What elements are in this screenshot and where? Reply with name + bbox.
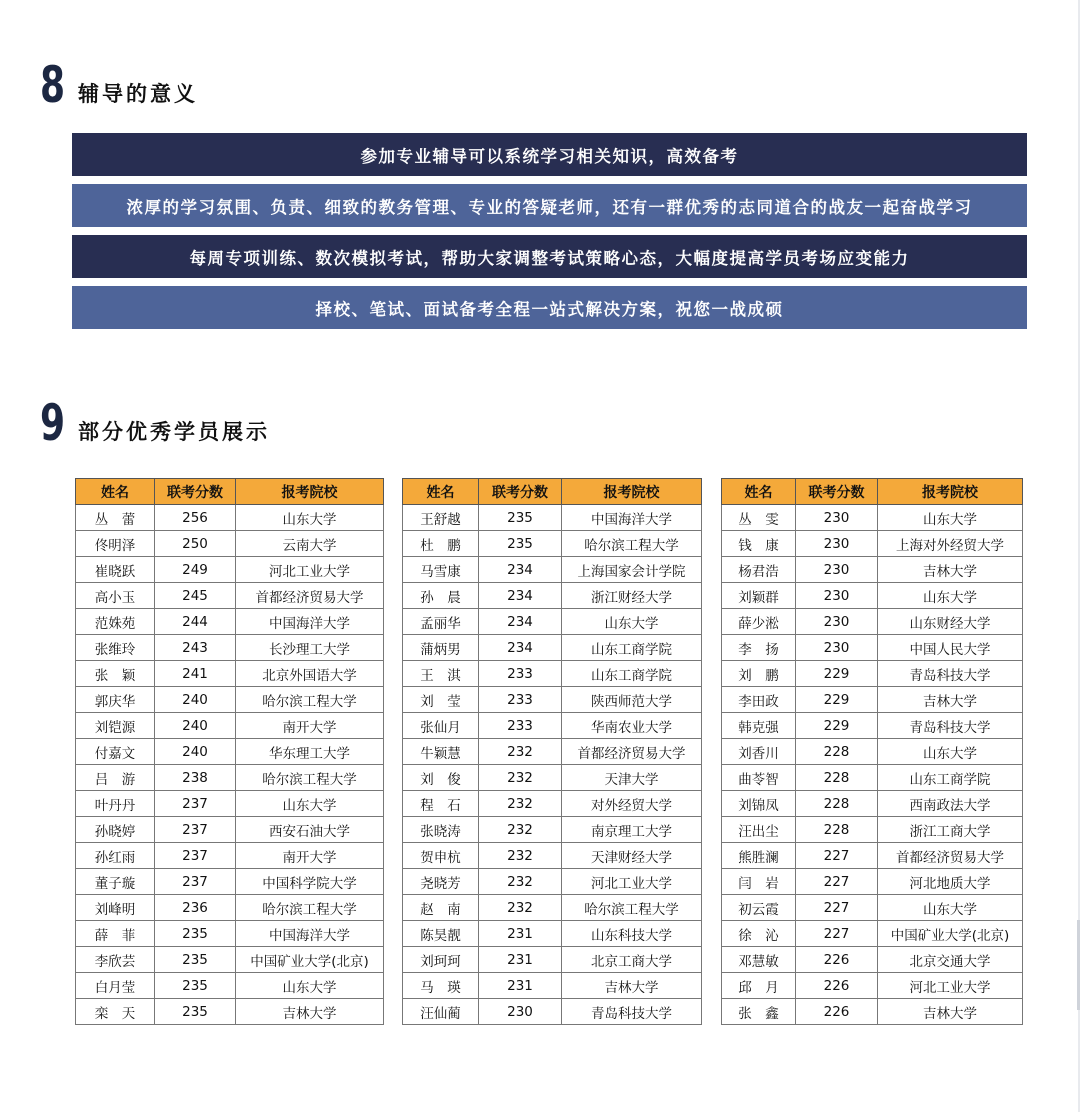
target-school: 上海国家会计学院	[562, 557, 702, 583]
target-school: 中国海洋大学	[236, 609, 384, 635]
target-school: 首都经济贸易大学	[562, 739, 702, 765]
exam-score: 237	[155, 817, 236, 843]
target-school: 山东工商学院	[878, 765, 1023, 791]
table-header-row	[403, 479, 702, 505]
exam-score: 230	[796, 505, 878, 531]
student-name: 崔晓跃	[76, 557, 155, 583]
table-row	[722, 713, 1023, 739]
header-score: 联考分数	[479, 479, 562, 505]
section-8-number: 8	[40, 56, 64, 114]
target-school: 山东大学	[236, 505, 384, 531]
header-name: 姓名	[722, 479, 796, 505]
target-school: 山东大学	[236, 973, 384, 999]
exam-score: 235	[155, 947, 236, 973]
section-9-number: 9	[40, 394, 64, 452]
target-school: 北京工商大学	[562, 947, 702, 973]
table-header-row	[722, 479, 1023, 505]
target-school: 哈尔滨工程大学	[236, 895, 384, 921]
table-row	[722, 687, 1023, 713]
section-9-heading	[40, 394, 270, 452]
exam-score: 235	[479, 531, 562, 557]
student-name: 刘铠源	[76, 713, 155, 739]
exam-score: 233	[479, 687, 562, 713]
student-name: 王舒越	[403, 505, 479, 531]
target-school: 浙江财经大学	[562, 583, 702, 609]
student-name: 范姝苑	[76, 609, 155, 635]
student-name: 丛 蕾	[76, 505, 155, 531]
table-row	[403, 869, 702, 895]
exam-score: 231	[479, 921, 562, 947]
exam-score: 235	[155, 921, 236, 947]
exam-score: 230	[796, 557, 878, 583]
exam-score: 232	[479, 843, 562, 869]
student-name: 李田政	[722, 687, 796, 713]
exam-score: 232	[479, 869, 562, 895]
table-row	[403, 791, 702, 817]
target-school: 中国矿业大学(北京)	[878, 921, 1023, 947]
student-name: 董子璇	[76, 869, 155, 895]
table-row	[76, 947, 384, 973]
student-name: 韩克强	[722, 713, 796, 739]
exam-score: 240	[155, 739, 236, 765]
target-school: 山东大学	[236, 791, 384, 817]
student-name: 吕 游	[76, 765, 155, 791]
target-school: 河北工业大学	[562, 869, 702, 895]
student-table-1	[75, 478, 384, 1025]
exam-score: 234	[479, 635, 562, 661]
student-name: 叶丹丹	[76, 791, 155, 817]
table-row	[403, 505, 702, 531]
student-name: 钱 康	[722, 531, 796, 557]
table-row	[722, 921, 1023, 947]
table-row	[76, 765, 384, 791]
target-school: 山东大学	[878, 583, 1023, 609]
target-school: 西南政法大学	[878, 791, 1023, 817]
exam-score: 226	[796, 973, 878, 999]
exam-score: 232	[479, 765, 562, 791]
exam-score: 237	[155, 843, 236, 869]
target-school: 南开大学	[236, 713, 384, 739]
exam-score: 234	[479, 557, 562, 583]
section-8-heading	[40, 56, 198, 114]
table-row	[76, 843, 384, 869]
exam-score: 227	[796, 869, 878, 895]
table-row	[403, 817, 702, 843]
exam-score: 230	[479, 999, 562, 1025]
student-name: 栾 天	[76, 999, 155, 1025]
target-school: 西安石油大学	[236, 817, 384, 843]
table-row	[403, 843, 702, 869]
table-row	[403, 557, 702, 583]
student-name: 杜 鹏	[403, 531, 479, 557]
student-name: 杨君浩	[722, 557, 796, 583]
target-school: 中国科学院大学	[236, 869, 384, 895]
table-row	[722, 531, 1023, 557]
target-school: 哈尔滨工程大学	[236, 687, 384, 713]
table-row	[76, 661, 384, 687]
exam-score: 237	[155, 791, 236, 817]
student-name: 曲苓智	[722, 765, 796, 791]
exam-score: 244	[155, 609, 236, 635]
header-name: 姓名	[403, 479, 479, 505]
exam-score: 250	[155, 531, 236, 557]
header-name: 姓名	[76, 479, 155, 505]
table-row	[403, 999, 702, 1025]
target-school: 山东工商学院	[562, 635, 702, 661]
target-school: 华南农业大学	[562, 713, 702, 739]
student-name: 刘峰明	[76, 895, 155, 921]
table-row	[76, 635, 384, 661]
student-name: 汪出尘	[722, 817, 796, 843]
table-row	[76, 869, 384, 895]
table-row	[76, 973, 384, 999]
student-name: 刘颖群	[722, 583, 796, 609]
table-row	[403, 921, 702, 947]
section-8-title: 辅导的意义	[78, 82, 198, 106]
table-row	[403, 661, 702, 687]
banner-3: 每周专项训练、数次模拟考试，帮助大家调整考试策略心态，大幅度提高学员考场应变能力	[72, 235, 1027, 278]
target-school: 华东理工大学	[236, 739, 384, 765]
student-name: 熊胜澜	[722, 843, 796, 869]
student-name: 白月莹	[76, 973, 155, 999]
student-name: 刘 莹	[403, 687, 479, 713]
student-name: 尧晓芳	[403, 869, 479, 895]
banner-4: 择校、笔试、面试备考全程一站式解决方案，祝您一战成硕	[72, 286, 1027, 329]
student-name: 李 扬	[722, 635, 796, 661]
student-name: 马 瑛	[403, 973, 479, 999]
student-name: 程 石	[403, 791, 479, 817]
table-row	[722, 947, 1023, 973]
target-school: 吉林大学	[878, 999, 1023, 1025]
student-name: 邱 月	[722, 973, 796, 999]
exam-score: 235	[155, 973, 236, 999]
student-name: 付嘉文	[76, 739, 155, 765]
target-school: 青岛科技大学	[562, 999, 702, 1025]
student-name: 贺申杭	[403, 843, 479, 869]
exam-score: 226	[796, 999, 878, 1025]
exam-score: 232	[479, 739, 562, 765]
exam-score: 231	[479, 973, 562, 999]
exam-score: 237	[155, 869, 236, 895]
target-school: 河北工业大学	[878, 973, 1023, 999]
student-name: 刘香川	[722, 739, 796, 765]
target-school: 北京交通大学	[878, 947, 1023, 973]
target-school: 山东大学	[562, 609, 702, 635]
target-school: 哈尔滨工程大学	[236, 765, 384, 791]
table-row	[76, 895, 384, 921]
target-school: 首都经济贸易大学	[878, 843, 1023, 869]
target-school: 吉林大学	[878, 557, 1023, 583]
table-row	[722, 609, 1023, 635]
target-school: 哈尔滨工程大学	[562, 531, 702, 557]
target-school: 山东大学	[878, 505, 1023, 531]
table-row	[722, 895, 1023, 921]
table-row	[76, 557, 384, 583]
student-name: 蒲炳男	[403, 635, 479, 661]
exam-score: 230	[796, 635, 878, 661]
exam-score: 240	[155, 713, 236, 739]
table-row	[722, 583, 1023, 609]
exam-score: 236	[155, 895, 236, 921]
table-row	[403, 583, 702, 609]
exam-score: 231	[479, 947, 562, 973]
student-name: 薛少淞	[722, 609, 796, 635]
table-row	[403, 947, 702, 973]
target-school: 云南大学	[236, 531, 384, 557]
target-school: 南京理工大学	[562, 817, 702, 843]
student-name: 张仙月	[403, 713, 479, 739]
exam-score: 227	[796, 843, 878, 869]
exam-score: 230	[796, 583, 878, 609]
table-row	[722, 869, 1023, 895]
target-school: 山东财经大学	[878, 609, 1023, 635]
exam-score: 245	[155, 583, 236, 609]
student-name: 张晓涛	[403, 817, 479, 843]
student-name: 张 鑫	[722, 999, 796, 1025]
exam-score: 229	[796, 687, 878, 713]
student-name: 徐 沁	[722, 921, 796, 947]
student-name: 闫 岩	[722, 869, 796, 895]
student-name: 赵 南	[403, 895, 479, 921]
banner-1: 参加专业辅导可以系统学习相关知识，高效备考	[72, 133, 1027, 176]
table-row	[76, 921, 384, 947]
target-school: 首都经济贸易大学	[236, 583, 384, 609]
target-school: 中国矿业大学(北京)	[236, 947, 384, 973]
exam-score: 256	[155, 505, 236, 531]
exam-score: 227	[796, 895, 878, 921]
table-row	[76, 531, 384, 557]
table-row	[403, 635, 702, 661]
target-school: 青岛科技大学	[878, 713, 1023, 739]
table-row	[76, 583, 384, 609]
exam-score: 228	[796, 791, 878, 817]
target-school: 吉林大学	[236, 999, 384, 1025]
table-row	[76, 739, 384, 765]
section-9-title: 部分优秀学员展示	[78, 420, 270, 444]
target-school: 山东大学	[878, 895, 1023, 921]
exam-score: 240	[155, 687, 236, 713]
table-row	[722, 739, 1023, 765]
table-row	[722, 661, 1023, 687]
target-school: 长沙理工大学	[236, 635, 384, 661]
table-row	[722, 791, 1023, 817]
student-name: 佟明泽	[76, 531, 155, 557]
student-name: 丛 雯	[722, 505, 796, 531]
header-score: 联考分数	[796, 479, 878, 505]
student-name: 刘锦凤	[722, 791, 796, 817]
target-school: 上海对外经贸大学	[878, 531, 1023, 557]
table-row	[403, 687, 702, 713]
table-row	[76, 999, 384, 1025]
exam-score: 229	[796, 713, 878, 739]
student-table-3	[721, 478, 1023, 1025]
table-row	[76, 505, 384, 531]
exam-score: 243	[155, 635, 236, 661]
table-header-row	[76, 479, 384, 505]
exam-score: 234	[479, 583, 562, 609]
exam-score: 233	[479, 713, 562, 739]
exam-score: 232	[479, 791, 562, 817]
header-school: 报考院校	[562, 479, 702, 505]
header-school: 报考院校	[878, 479, 1023, 505]
student-name: 孙红雨	[76, 843, 155, 869]
student-name: 牛颖慧	[403, 739, 479, 765]
header-school: 报考院校	[236, 479, 384, 505]
target-school: 吉林大学	[878, 687, 1023, 713]
table-row	[722, 765, 1023, 791]
student-name: 孙晓婷	[76, 817, 155, 843]
exam-score: 234	[479, 609, 562, 635]
target-school: 南开大学	[236, 843, 384, 869]
exam-score: 230	[796, 531, 878, 557]
table-row	[722, 817, 1023, 843]
student-name: 刘珂珂	[403, 947, 479, 973]
exam-score: 238	[155, 765, 236, 791]
target-school: 吉林大学	[562, 973, 702, 999]
exam-score: 230	[796, 609, 878, 635]
student-name: 孟丽华	[403, 609, 479, 635]
student-name: 高小玉	[76, 583, 155, 609]
exam-score: 235	[479, 505, 562, 531]
student-name: 薛 菲	[76, 921, 155, 947]
target-school: 哈尔滨工程大学	[562, 895, 702, 921]
exam-score: 228	[796, 817, 878, 843]
table-row	[722, 843, 1023, 869]
banner-2: 浓厚的学习氛围、负责、细致的教务管理、专业的答疑老师，还有一群优秀的志同道合的战友一起奋战学习	[72, 184, 1027, 227]
table-row	[76, 687, 384, 713]
table-row	[403, 609, 702, 635]
exam-score: 249	[155, 557, 236, 583]
target-school: 北京外国语大学	[236, 661, 384, 687]
exam-score: 228	[796, 765, 878, 791]
student-name: 张维玲	[76, 635, 155, 661]
table-row	[403, 973, 702, 999]
target-school: 青岛科技大学	[878, 661, 1023, 687]
target-school: 天津财经大学	[562, 843, 702, 869]
table-row	[722, 505, 1023, 531]
exam-score: 232	[479, 895, 562, 921]
table-row	[722, 973, 1023, 999]
student-name: 孙 晨	[403, 583, 479, 609]
exam-score: 227	[796, 921, 878, 947]
table-row	[722, 999, 1023, 1025]
target-school: 河北工业大学	[236, 557, 384, 583]
target-school: 浙江工商大学	[878, 817, 1023, 843]
banner-list	[72, 133, 1027, 337]
target-school: 山东工商学院	[562, 661, 702, 687]
header-score: 联考分数	[155, 479, 236, 505]
table-row	[403, 739, 702, 765]
student-table-2	[402, 478, 702, 1025]
student-name: 王 淇	[403, 661, 479, 687]
exam-score: 235	[155, 999, 236, 1025]
target-school: 中国人民大学	[878, 635, 1023, 661]
exam-score: 233	[479, 661, 562, 687]
student-name: 邓慧敏	[722, 947, 796, 973]
student-name: 李欣芸	[76, 947, 155, 973]
exam-score: 241	[155, 661, 236, 687]
table-row	[76, 817, 384, 843]
student-name: 陈昊靓	[403, 921, 479, 947]
student-name: 马雪康	[403, 557, 479, 583]
exam-score: 226	[796, 947, 878, 973]
table-row	[403, 713, 702, 739]
target-school: 中国海洋大学	[236, 921, 384, 947]
student-name: 初云霞	[722, 895, 796, 921]
target-school: 中国海洋大学	[562, 505, 702, 531]
target-school: 山东大学	[878, 739, 1023, 765]
table-row	[722, 635, 1023, 661]
table-row	[76, 791, 384, 817]
student-name: 刘 俊	[403, 765, 479, 791]
student-name: 郭庆华	[76, 687, 155, 713]
target-school: 陕西师范大学	[562, 687, 702, 713]
target-school: 对外经贸大学	[562, 791, 702, 817]
exam-score: 229	[796, 661, 878, 687]
exam-score: 228	[796, 739, 878, 765]
table-row	[76, 609, 384, 635]
table-row	[76, 713, 384, 739]
student-name: 张 颖	[76, 661, 155, 687]
table-row	[403, 895, 702, 921]
target-school: 山东科技大学	[562, 921, 702, 947]
table-row	[403, 531, 702, 557]
exam-score: 232	[479, 817, 562, 843]
target-school: 天津大学	[562, 765, 702, 791]
student-name: 汪仙蔺	[403, 999, 479, 1025]
student-name: 刘 鹏	[722, 661, 796, 687]
target-school: 河北地质大学	[878, 869, 1023, 895]
table-row	[403, 765, 702, 791]
table-row	[722, 557, 1023, 583]
